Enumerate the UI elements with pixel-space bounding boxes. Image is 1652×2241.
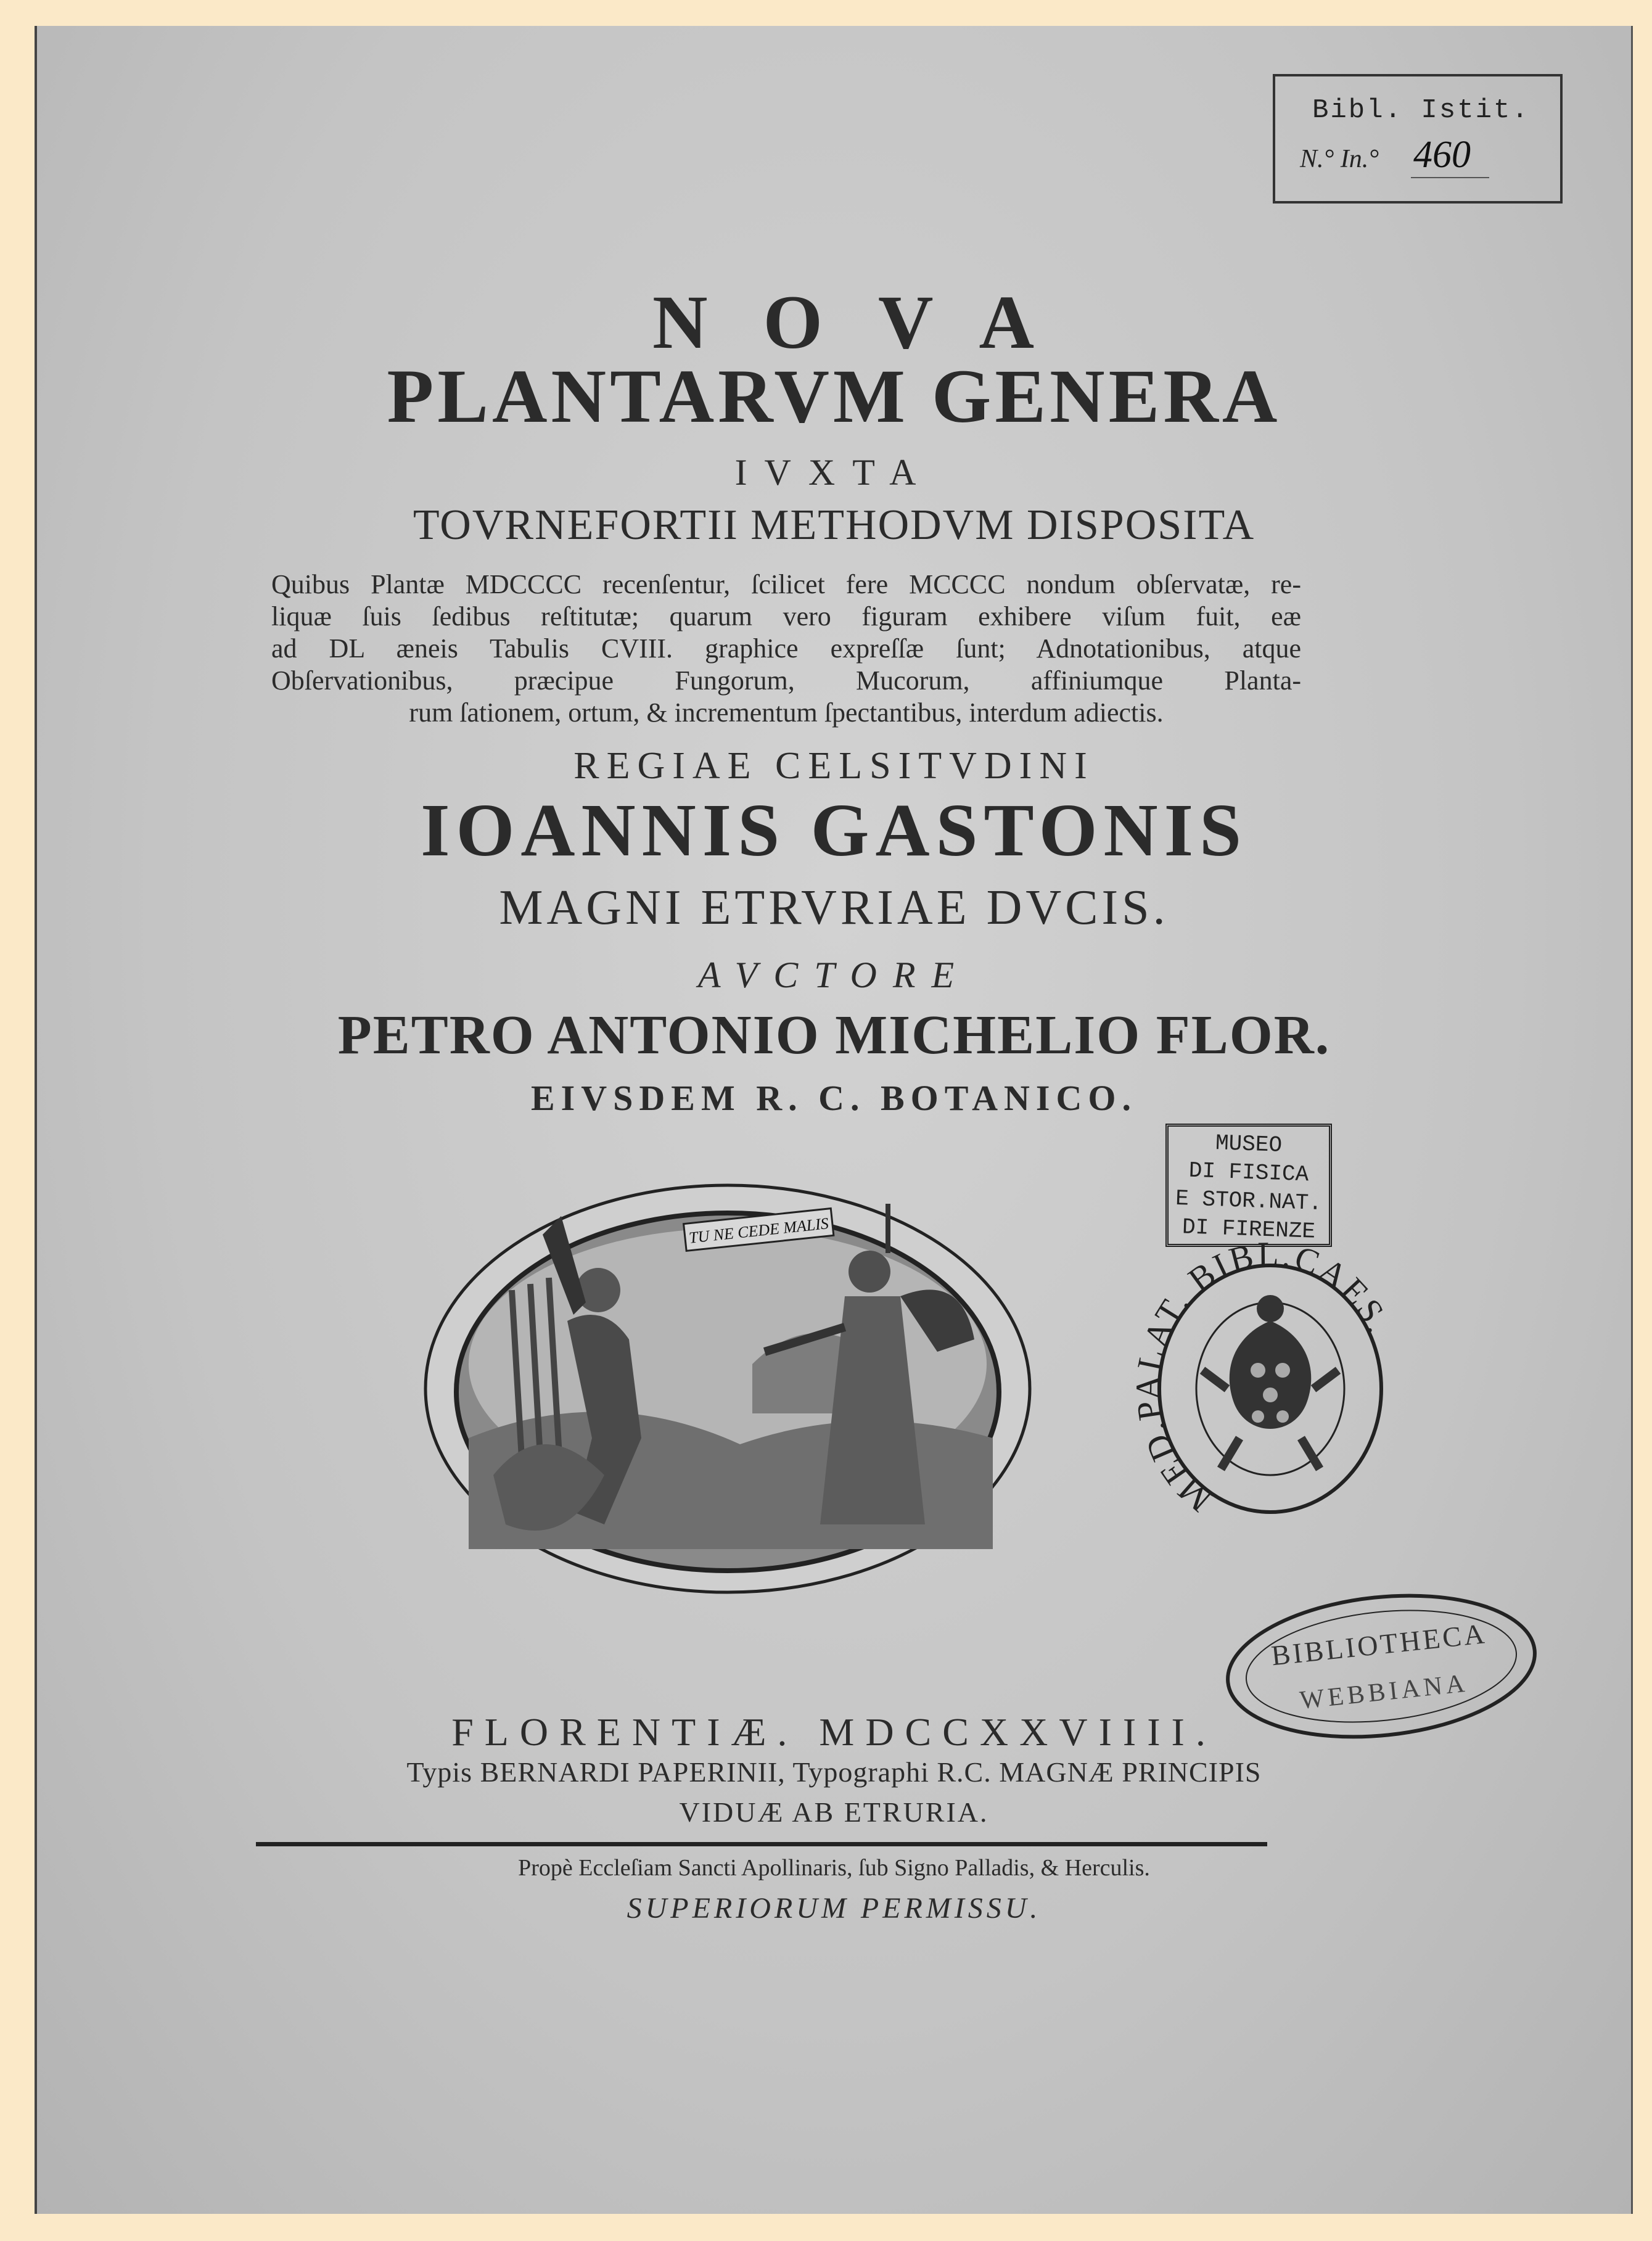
title-page — [35, 26, 1633, 2214]
description-line: Quibus Plantæ MDCCCC recenſentur, ſcilicet fere MCCCC nondum obſervatæ, re- — [271, 569, 1301, 599]
palat-stamp-ring-text: MED.PALAT. BIBL.CAES. — [1128, 1235, 1399, 1519]
dedication-line-3: MAGNI ETRVRIAE DVCIS. — [499, 881, 1169, 935]
vignette-engraving — [419, 1179, 1036, 1598]
museo-stamp-line: DI FISICA — [1188, 1158, 1309, 1188]
imprint-rule — [256, 1842, 1267, 1846]
description-line: ad DL æneis Tabulis CVIII. graphice expreſſæ ſunt; Adnotationibus, atque — [271, 633, 1301, 664]
accession-stamp-library: Bibl. Istit. — [1312, 95, 1530, 126]
author-name: PETRO ANTONIO MICHELIO FLOR. — [337, 1005, 1331, 1066]
description-paragraph — [271, 569, 1301, 729]
accession-stamp — [1273, 74, 1563, 204]
imprint-address: Propè Eccleſiam Sancti Apollinaris, ſub Signo Palladis, & Herculis. — [518, 1855, 1150, 1881]
museo-stamp — [1165, 1124, 1332, 1247]
dedication-line-2: IOANNIS GASTONIS — [421, 789, 1247, 872]
description-line: Obſervationibus, præcipue Fungorum, Mucorum, affiniumque Planta- — [271, 665, 1301, 696]
author-label: AVCTORE — [697, 955, 971, 995]
vignette-motto: TU NE CEDE MALIS — [688, 1214, 830, 1247]
title-line-1: NOVA — [652, 280, 1090, 364]
museo-stamp-line: E STOR.NAT. — [1175, 1185, 1323, 1217]
description-line: liquæ ſuis ſedibus reſtitutæ; quarum vero figuram exhibere viſum fuit, eæ — [271, 601, 1301, 631]
accession-number: 460 — [1411, 133, 1489, 178]
imprint-printer: Typis BERNARDI PAPERINII, Typographi R.C. MAGNÆ PRINCIPIS — [406, 1756, 1262, 1788]
title-line-4: TOVRNEFORTII METHODVM DISPOSITA — [413, 501, 1255, 549]
webbiana-stamp-bottom: WEBBIANA — [1298, 1669, 1470, 1715]
title-line-3: IVXTA — [734, 452, 934, 493]
palat-library-stamp — [1128, 1235, 1399, 1537]
imprint-place-date: FLORENTIÆ. MDCCXXVIIII. — [451, 1710, 1217, 1754]
accession-stamp-label: N.° In.° — [1300, 145, 1379, 173]
museo-stamp-line: DI FIRENZE — [1181, 1214, 1316, 1244]
imprint-printer-2: VIDUÆ AB ETRURIA. — [679, 1796, 989, 1828]
description-line: rum ſationem, ortum, & incrementum ſpectantibus, interdum adiectis. — [409, 697, 1164, 728]
author-role: EIVSDEM R. C. BOTANICO. — [530, 1078, 1137, 1118]
title-line-2: PLANTARVM GENERA — [387, 354, 1281, 438]
webbiana-stamp-top: BIBLIOTHECA — [1270, 1618, 1489, 1672]
dedication-line-1: REGIAE CELSITVDINI — [573, 745, 1095, 787]
museo-stamp-line: MUSEO — [1215, 1130, 1283, 1158]
imprint-permission: SUPERIORUM PERMISSU. — [627, 1892, 1042, 1925]
